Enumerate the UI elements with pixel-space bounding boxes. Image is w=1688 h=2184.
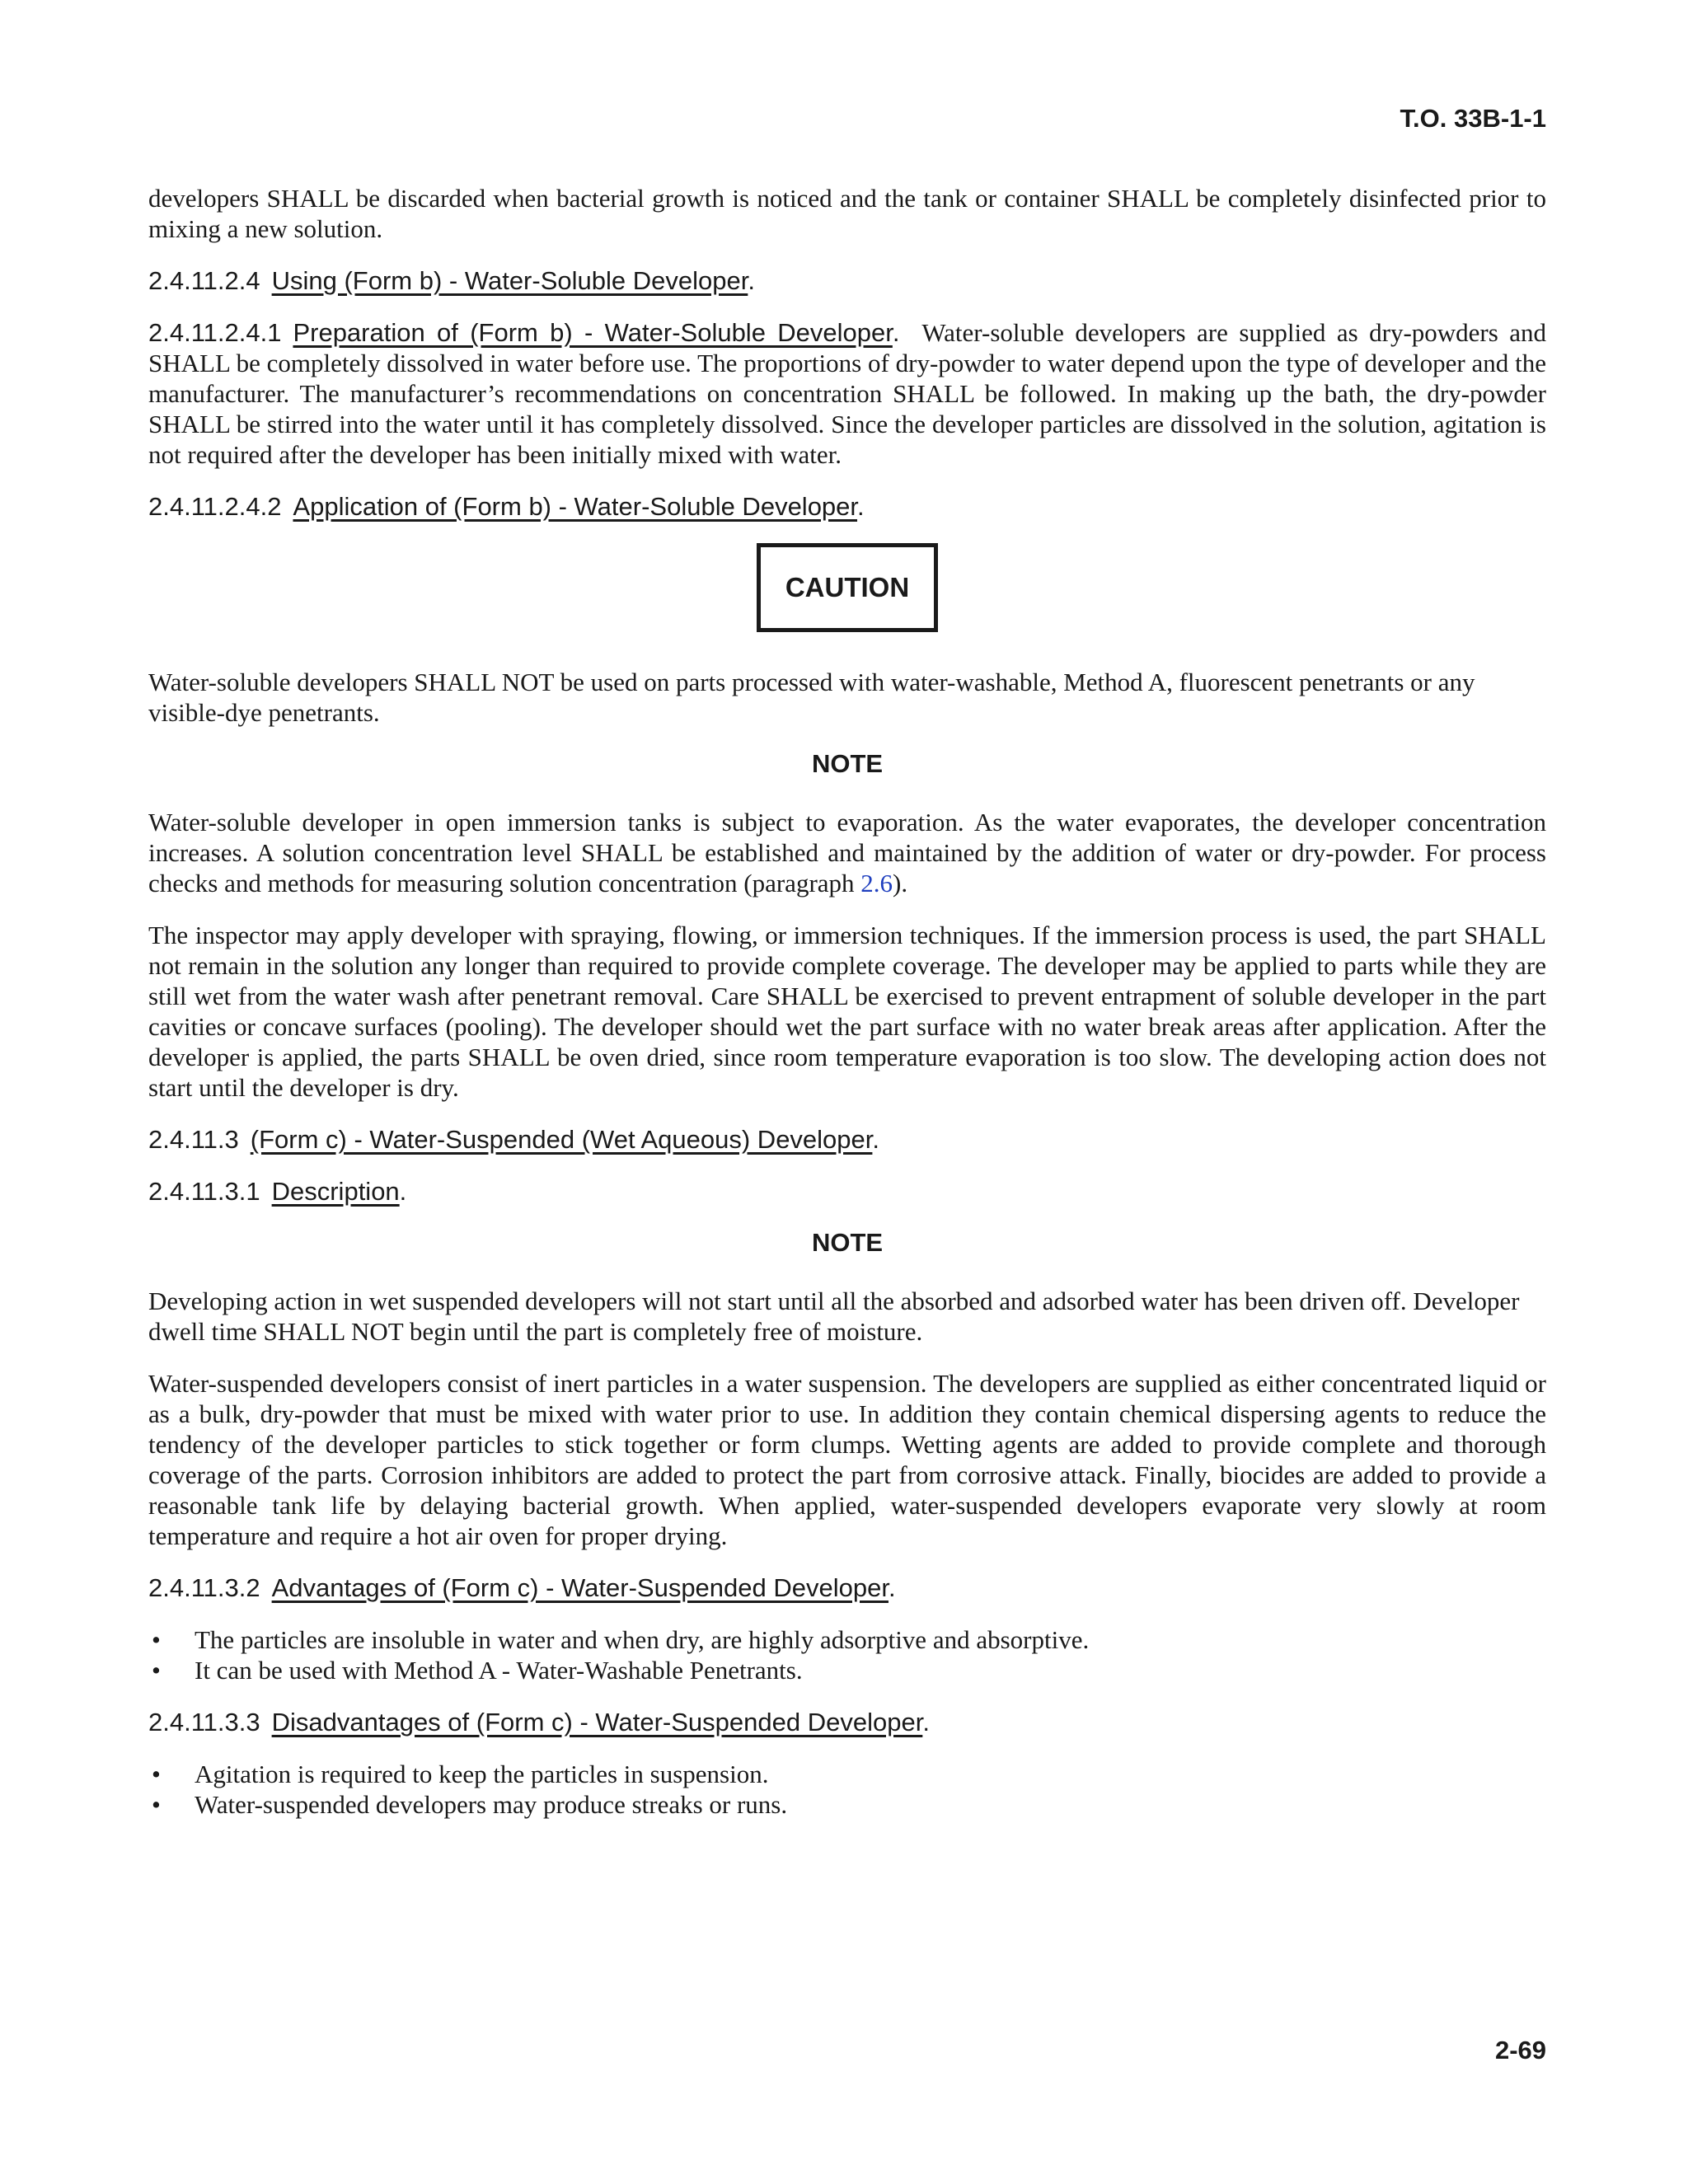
section-number: 2.4.11.2.4.2 [148,492,282,521]
disadvantages-list [148,1759,1546,1820]
note-label: NOTE [811,749,884,778]
caution-text: Water-soluble developers SHALL NOT be used on parts processed with water-washable, Method A, fluorescent penetrants or any visible-dye penetrants. [148,668,1475,727]
note-text-before: Water-soluble developer in open immersion tanks is subject to evaporation. As the water evaporates, the developer concentration increases. A solution concentration level SHALL be established and maintained by the addition of water or dry-powder. For process checks and methods for measuring solution concentration (paragraph [148,808,1546,898]
section-number: 2.4.11.3.3 [148,1708,260,1736]
section-period: . [922,1708,930,1736]
section-number: 2.4.11.3 [148,1125,239,1154]
document-id-header: T.O. 33B-1-1 [1400,104,1546,133]
bullet-glyph: • [152,1625,161,1654]
list-item-text: Agitation is required to keep the particles in suspension. [195,1760,769,1788]
bullet-glyph: • [152,1790,161,1819]
list-item [148,1624,1546,1655]
page-number-footer: 2-69 [1494,2036,1546,2064]
heading-2-4-11-3-3 [148,1707,1546,1737]
page-content [148,183,1546,1841]
list-item [148,1789,1546,1820]
note-text-after: ). [893,869,908,898]
section-title: (Form c) - Water-Suspended (Wet Aqueous) Developer [250,1125,873,1154]
heading-2-4-11-3-1 [148,1176,1546,1207]
section-title: Disadvantages of (Form c) - Water-Suspended Developer [271,1708,923,1736]
caution-label: CAUTION [757,543,938,632]
note-text: Developing action in wet suspended developers will not start until all the absorbed and adsorbed water has been driven off. Developer dwell time SHALL NOT begin until the part is completely free of moisture. [148,1286,1520,1346]
heading-2-4-11-3-2 [148,1572,1546,1603]
section-number: 2.4.11.3.2 [148,1573,260,1602]
section-title: Preparation of (Form b) - Water-Soluble Developer [293,318,893,347]
list-item [148,1655,1546,1685]
section-number: 2.4.11.3.1 [148,1177,260,1206]
advantages-list [148,1624,1546,1685]
section-text: Water-soluble developers are supplied as dry-powders and SHALL be completely dissolved in water before use. The proportions of dry-powder to water depend upon the type of developer and the manufacturer. The manufacturer’s recommendations on concentration SHALL be followed. In making up the bath, the dry-powder SHALL be stirred into the water until it has completely dissolved. Since the developer particles are dissolved in the solution, agitation is not required after the developer has been initially mixed with water. [148,318,1547,469]
section-period: . [888,1573,896,1602]
heading-2-4-11-2-4-2 [148,491,1546,522]
section-period: . [857,492,865,521]
note-label: NOTE [811,1228,884,1257]
application-paragraph: The inspector may apply developer with spraying, flowing, or immersion techniques. If the immersion process is used, the part SHALL not remain in the solution any longer than required to provide complete coverage. The developer may be applied to parts while they are still wet from the water wash after penetrant removal. Care SHALL be exercised to prevent entrapment of soluble developer in the part cavities or concave surfaces (pooling). The developer should wet the part surface with no water break areas after application. After the developer is applied, the parts SHALL be oven dried, since room temperature evaporation is too slow. The developing action does not start until the developer is dry. [148,921,1546,1102]
bullet-glyph: • [152,1760,161,1788]
list-item-text: It can be used with Method A - Water-Washable Penetrants. [195,1656,803,1685]
section-title: Application of (Form b) - Water-Soluble Developer [293,492,858,521]
section-title: Description [271,1177,400,1206]
caution-block [148,543,1546,632]
bullet-glyph: • [152,1656,161,1685]
section-number: 2.4.11.2.4.1 [148,318,282,347]
list-item [148,1759,1546,1789]
list-item-text: The particles are insoluble in water and when dry, are highly adsorptive and absorptive. [195,1625,1090,1654]
note-text [148,807,1546,898]
list-item-text: Water-suspended developers may produce streaks or runs. [195,1790,788,1819]
description-paragraph: Water-suspended developers consist of inert particles in a water suspension. The developers are supplied as either concentrated liquid or as a bulk, dry-powder that must be mixed with water prior to use. In addition they contain chemical dispersing agents to reduce the tendency of the developer particles to stick together or form clumps. Wetting agents are added to provide complete and thorough coverage of the parts. Corrosion inhibitors are added to protect the part from corrosive attack. Finally, biocides are added to provide a reasonable tank life by delaying bacterial growth. When applied, water-suspended developers evaporate very slowly at room temperature and require a hot air oven for proper drying. [148,1369,1546,1550]
heading-2-4-11-2-4 [148,265,1546,296]
continued-paragraph: developers SHALL be discarded when bacterial growth is noticed and the tank or container SHALL be completely disinfected prior to mixing a new solution. [148,184,1546,243]
inline-heading [148,318,899,347]
section-period: . [748,266,755,295]
heading-2-4-11-3 [148,1124,1546,1155]
section-period: . [892,318,900,347]
section-period: . [399,1177,407,1206]
section-number: 2.4.11.2.4 [148,266,260,295]
section-title: Advantages of (Form c) - Water-Suspended Developer [271,1573,889,1602]
section-title: Using (Form b) - Water-Soluble Developer [271,266,748,295]
paragraph-2-4-11-2-4-1 [148,317,1546,470]
paragraph-link[interactable]: 2.6 [860,869,893,898]
section-period: . [872,1125,880,1154]
